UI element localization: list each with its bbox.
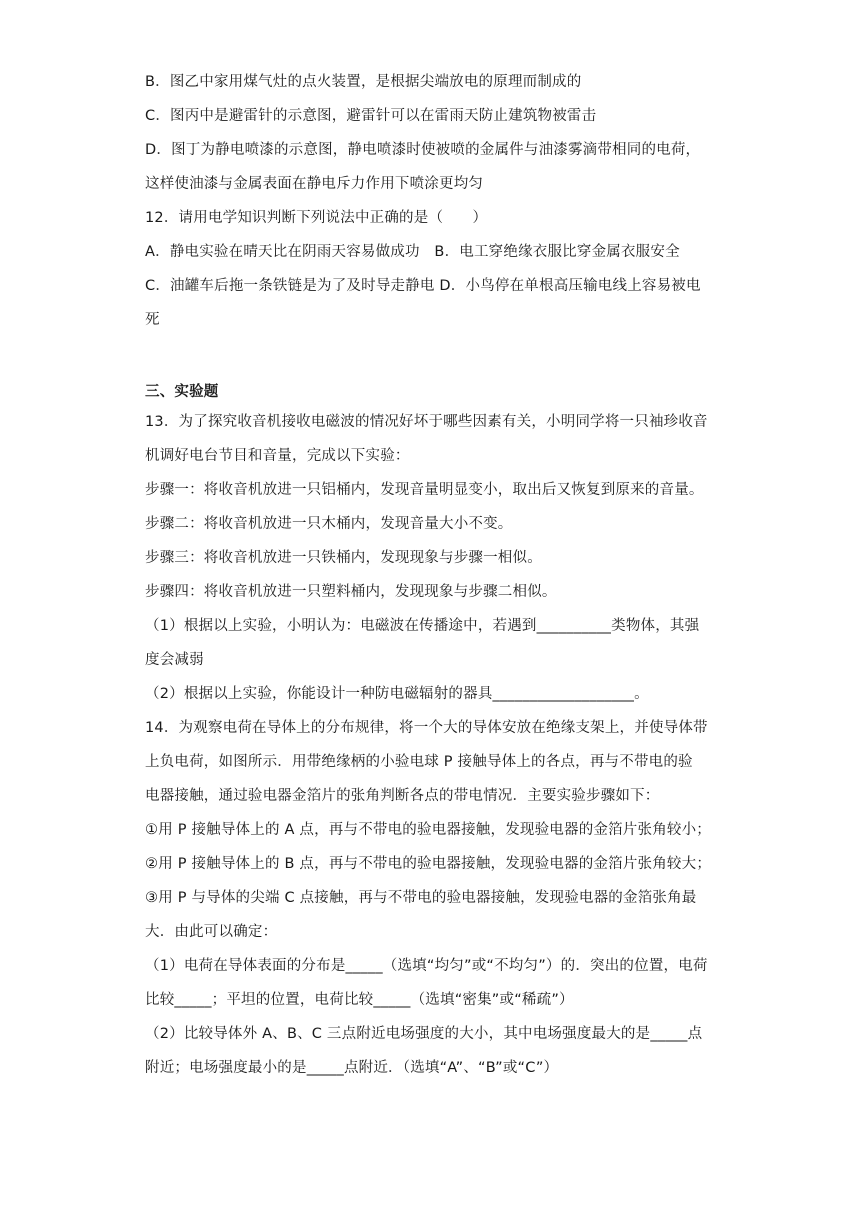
question-14-step-3: ③用 P 与导体的尖端 C 点接触，再与不带电的验电器接触，发现验电器的金箔张角最: [145, 890, 697, 906]
question-13-part-2: （2）根据以上实验，你能设计一种防电磁辐射的器具___________________。: [145, 686, 649, 702]
question-13-stem: 13．为了探究收音机接收电磁波的情况好坏于哪些因素有关，小明同学将一只袖珍收音: [145, 414, 708, 430]
question-12-options-cd: C．油罐车后拖一条铁链是为了及时导走静电 D．小鸟停在单根高压输电线上容易被电: [145, 278, 701, 294]
question-12-options-ab: A．静电实验在晴天比在阴雨天容易做成功 B．电工穿绝缘衣服比穿金属衣服安全: [145, 244, 680, 260]
question-14-stem-cont-1: 上负电荷，如图所示．用带绝缘柄的小验电球 P 接触导体上的各点，再与不带电的验: [145, 754, 693, 770]
question-14-stem: 14．为观察电荷在导体上的分布规律，将一个大的导体安放在绝缘支架上，并使导体带: [145, 720, 708, 736]
question-13-step-1: 步骤一：将收音机放进一只铝桶内，发现音量明显变小，取出后又恢复到原来的音量。: [145, 482, 704, 498]
question-14-stem-cont-2: 电器接触，通过验电器金箔片的张角判断各点的带电情况．主要实验步骤如下：: [145, 788, 660, 804]
question-13-stem-cont: 机调好电台节目和音量，完成以下实验：: [145, 448, 410, 464]
question-13-part-1-cont: 度会减弱: [145, 652, 204, 668]
question-13-step-4: 步骤四：将收音机放进一只塑料桶内，发现现象与步骤二相似。: [145, 584, 557, 600]
question-13-step-2: 步骤二：将收音机放进一只木桶内，发现音量大小不变。: [145, 516, 513, 532]
option-11-c: C．图丙中是避雷针的示意图，避雷针可以在雷雨天防止建筑物被雷击: [145, 108, 597, 124]
option-11-b: B．图乙中家用煤气灶的点火装置，是根据尖端放电的原理而制成的: [145, 74, 582, 90]
question-13-step-3: 步骤三：将收音机放进一只铁桶内，发现现象与步骤一相似。: [145, 550, 542, 566]
question-12-stem: 12．请用电学知识判断下列说法中正确的是（ ）: [145, 210, 488, 226]
option-11-d-cont: 这样使油漆与金属表面在静电斥力作用下喷涂更均匀: [145, 176, 484, 192]
question-14-part-2: （2）比较导体外 A、B、C 三点附近电场强度的大小，其中电场强度最大的是_____点: [145, 1026, 703, 1042]
section-heading: 三、实验题: [145, 384, 219, 400]
question-13-part-1: （1）根据以上实验，小明认为：电磁波在传播途中，若遇到__________类物体，其强: [145, 618, 700, 634]
question-14-part-1: （1）电荷在导体表面的分布是_____（选填“均匀”或“不均匀”）的．突出的位置，电荷: [145, 958, 708, 974]
question-14-step-1: ①用 P 接触导体上的 A 点，再与不带电的验电器接触，发现验电器的金箔片张角较小；: [145, 822, 711, 838]
question-14-step-2: ②用 P 接触导体上的 B 点，再与不带电的验电器接触，发现验电器的金箔片张角较大；: [145, 856, 712, 872]
question-14-step-3-cont: 大．由此可以确定：: [145, 924, 278, 940]
question-14-part-1-cont: 比较_____；平坦的位置，电荷比较_____（选填“密集”或“稀疏”）: [145, 992, 574, 1008]
option-11-d: D．图丁为静电喷漆的示意图，静电喷漆时使被喷的金属件与油漆雾滴带相同的电荷，: [145, 142, 701, 158]
question-14-part-2-cont: 附近；电场强度最小的是_____点附近．（选填“A”、“B”或“C”）: [145, 1060, 559, 1076]
question-12-options-cd-cont: 死: [145, 312, 160, 328]
